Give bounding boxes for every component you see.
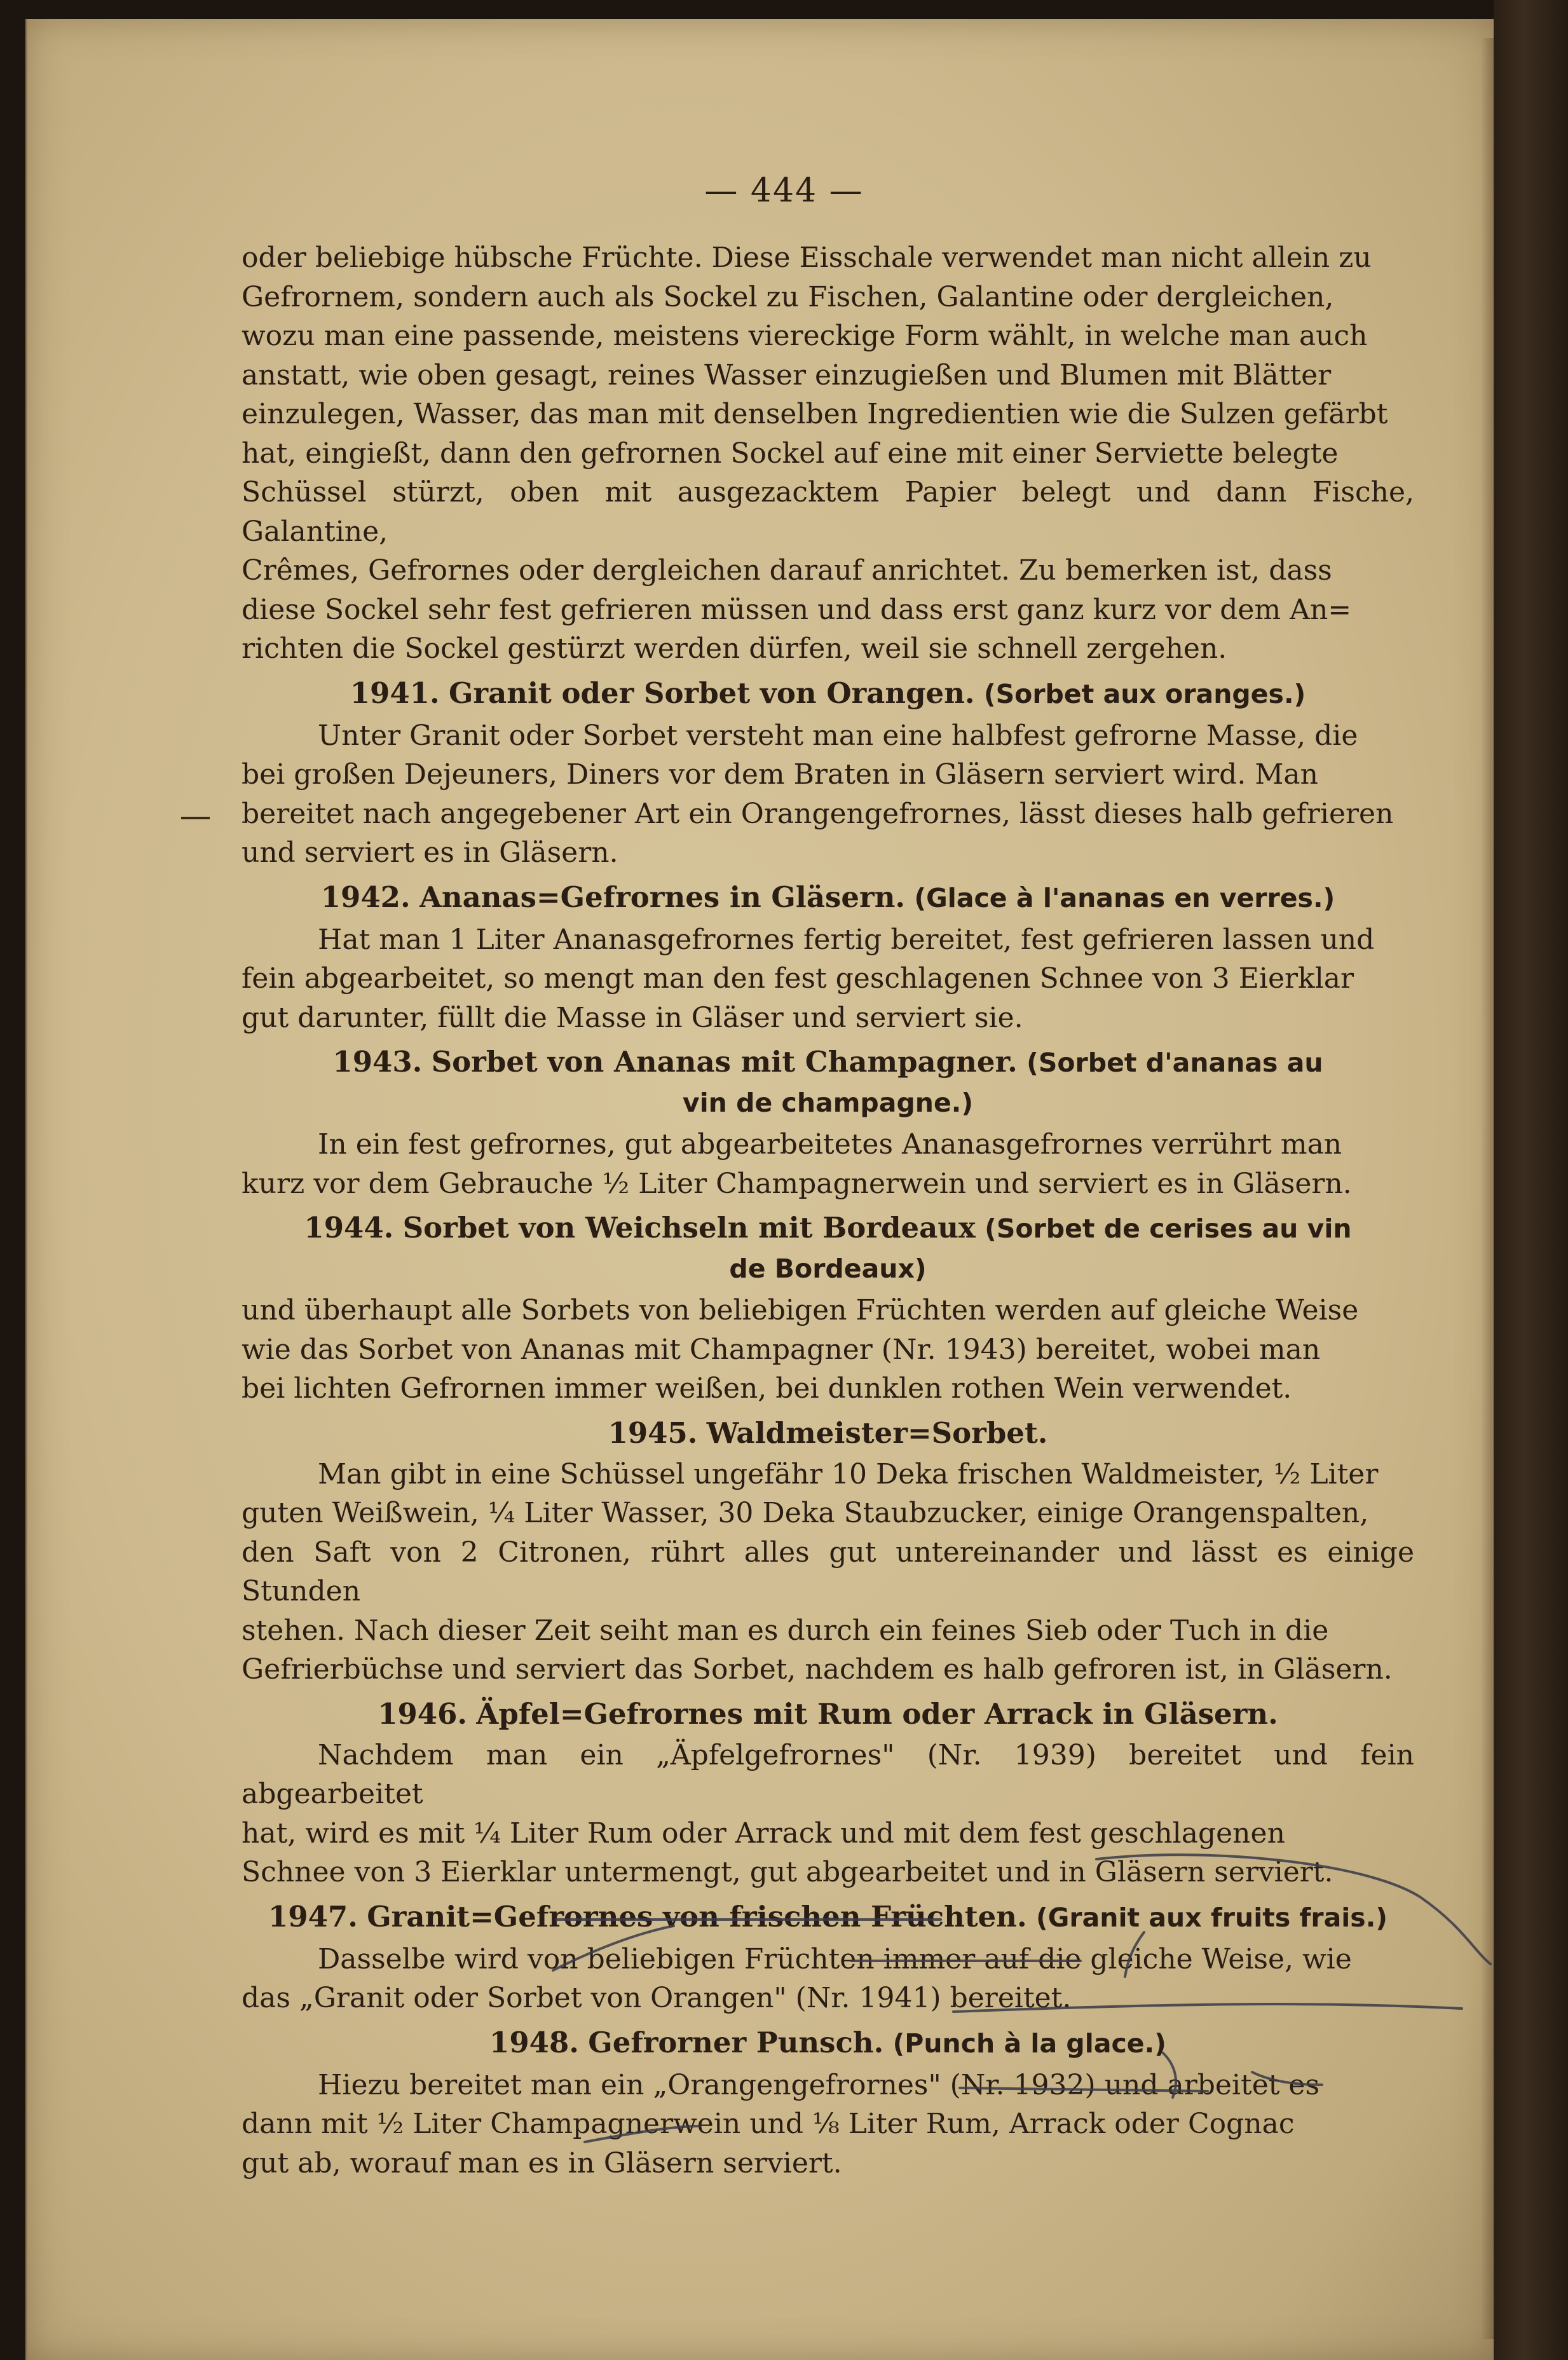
recipe-number: 1947. — [268, 1899, 358, 1934]
recipe-number: 1941. — [350, 676, 440, 710]
text-line: hat, eingießt, dann den gefrornen Sockel auf eine mit einer Serviette belegte — [242, 437, 1339, 470]
pencil-curve-mark — [1096, 1855, 1490, 1964]
recipe-number: 1945. — [608, 1415, 698, 1450]
text-line: bereitet nach angegebener Art ein Orangengefrornes, lässt dieses halb gefrieren — [242, 797, 1394, 830]
text-line: bei lichten Gefrornen immer weißen, bei dunklen rothen Wein verwendet. — [242, 1372, 1292, 1405]
text-line: anstatt, wie oben gesagt, reines Wasser einzugießen und Blumen mit Blätter — [242, 358, 1332, 392]
page-number: — 444 — — [704, 172, 864, 210]
text-line: Man gibt in eine Schüssel ungefähr 10 Deka frischen Waldmeister, ½ Liter — [318, 1457, 1379, 1490]
recipe-title-german: Waldmeister=Sorbet. — [706, 1415, 1048, 1450]
text-line: wie das Sorbet von Ananas mit Champagner (Nr. 1943) bereitet, wobei man — [242, 1333, 1321, 1366]
recipe-title-french-cont: vin de champagne.) — [682, 1088, 974, 1118]
text-line: Unter Granit oder Sorbet versteht man eine halbfest gefrorne Masse, die — [318, 719, 1358, 752]
recipe-title-french: (Sorbet aux oranges.) — [983, 678, 1306, 709]
text-line: und serviert es in Gläsern. — [242, 836, 618, 869]
text-line: wozu man eine passende, meistens viereckige Form wählt, in welche man auch — [242, 320, 1368, 352]
recipe-title-french: (Punch à la glace.) — [892, 2028, 1166, 2059]
text-line: Hat man 1 Liter Ananasgefrornes fertig bereitet, fest gefrieren lassen und — [318, 923, 1375, 956]
recipe-title-german: Ananas=Gefrornes in Gläsern. — [419, 880, 906, 914]
text-line: gut darunter, füllt die Masse in Gläser und serviert sie. — [242, 1001, 1023, 1034]
pencil-strikethrough — [553, 1926, 674, 1970]
recipe-title-french: (Sorbet d'ananas au — [1026, 1047, 1323, 1078]
recipe-number: 1943. — [332, 1045, 423, 1079]
recipe-title-german: Sorbet von Ananas mit Champagner. — [431, 1045, 1018, 1079]
recipe-title-french: (Granit aux fruits frais.) — [1035, 1902, 1388, 1933]
recipe-title-french-cont: de Bordeaux) — [729, 1253, 927, 1284]
text-line: den Saft von 2 Citronen, rührt alles gut untereinander und lässt es einige Stunden — [242, 1536, 1414, 1607]
recipe-title-french: (Sorbet de cerises au vin — [985, 1213, 1352, 1244]
text-line: Schnee von 3 Eierklar untermengt, gut abgearbeitet und in Gläsern serviert. — [242, 1856, 1333, 1888]
recipe-title-german: Sorbet von Weichseln mit Bordeaux — [402, 1211, 976, 1245]
text-line: gut ab, worauf man es in Gläsern serviert. — [242, 2146, 842, 2179]
text-line: oder beliebige hübsche Früchte. Diese Eisschale verwendet man nicht allein zu — [242, 242, 1372, 274]
pencil-strikethrough — [585, 2126, 699, 2142]
text-line: kurz vor dem Gebrauche ½ Liter Champagnerwein und serviert es in Gläsern. — [242, 1167, 1352, 1200]
text-line: einzulegen, Wasser, das man mit denselben Ingredientien wie die Sulzen gefärbt — [242, 398, 1388, 430]
recipe-number: 1946. — [378, 1696, 468, 1731]
text-line: Dasselbe wird von beliebigen Früchten immer auf die gleiche Weise, wie — [318, 1942, 1352, 1975]
text-line: bei großen Dejeuners, Diners vor dem Braten in Gläsern serviert wird. Man — [242, 758, 1318, 791]
recipe-number: 1948. — [489, 2025, 579, 2059]
text-line: Gefrornem, sondern auch als Sockel zu Fischen, Galantine oder dergleichen, — [242, 280, 1334, 313]
text-line: Schüssel stürzt, oben mit ausgezacktem Papier belegt und dann Fische, Galantine, — [242, 476, 1414, 548]
text-line: hat, wird es mit ¼ Liter Rum oder Arrack und mit dem fest geschlagenen — [242, 1817, 1285, 1850]
pencil-strikethrough — [1252, 2072, 1322, 2085]
text-line: Hiezu bereitet man ein „Orangengefrornes" (Nr. 1932) und arbeitet es — [318, 2068, 1320, 2101]
text-line: dann mit ½ Liter Champagnerwein und ⅛ Liter Rum, Arrack oder Cognac — [242, 2108, 1295, 2140]
pencil-strikethrough — [953, 2004, 1462, 2012]
pencil-slash — [1125, 1932, 1144, 1977]
recipe-number: 1944. — [304, 1211, 394, 1245]
text-line: und überhaupt alle Sorbets von beliebigen Früchten werden auf gleiche Weise — [242, 1294, 1359, 1327]
recipe-title-french: (Glace à l'ananas en verres.) — [914, 882, 1335, 913]
text-line: stehen. Nach dieser Zeit seiht man es durch ein feines Sieb oder Tuch in die — [242, 1614, 1329, 1647]
text-line: Nachdem man ein „Äpfelgefrornes" (Nr. 1939) bereitet und fein abgearbeitet — [242, 1738, 1414, 1810]
text-line: Gefrierbüchse und serviert das Sorbet, nachdem es halb gefroren ist, in Gläsern. — [242, 1653, 1393, 1686]
text-line: guten Weißwein, ¼ Liter Wasser, 30 Deka Staubzucker, einige Orangenspalten, — [242, 1497, 1369, 1529]
text-line: In ein fest gefrornes, gut abgearbeitetes Ananasgefrornes verrührt man — [318, 1128, 1342, 1161]
recipe-title-german: Granit=Gefrornes von frischen Früchten. — [367, 1899, 1027, 1934]
text-line: Crêmes, Gefrornes oder dergleichen darauf anrichtet. Zu bemerken ist, dass — [242, 554, 1332, 587]
recipe-title-german: Granit oder Sorbet von Orangen. — [448, 676, 975, 710]
recipe-title-german: Gefrorner Punsch. — [588, 2025, 884, 2059]
recipe-number: 1942. — [320, 880, 411, 914]
recipe-title-german: Äpfel=Gefrornes mit Rum oder Arrack in Gläsern. — [476, 1696, 1278, 1731]
text-line: fein abgearbeitet, so mengt man den fest geschlagenen Schnee von 3 Eierklar — [242, 962, 1354, 995]
text-line: diese Sockel sehr fest gefrieren müssen und dass erst ganz kurz vor dem An= — [242, 593, 1352, 626]
pencil-strikethrough — [960, 2088, 1208, 2091]
text-line: das „Granit oder Sorbet von Orangen" (Nr. 1941) bereitet. — [242, 1982, 1072, 2014]
text-line: richten die Sockel gestürzt werden dürfen, weil sie schnell zergehen. — [242, 632, 1227, 665]
